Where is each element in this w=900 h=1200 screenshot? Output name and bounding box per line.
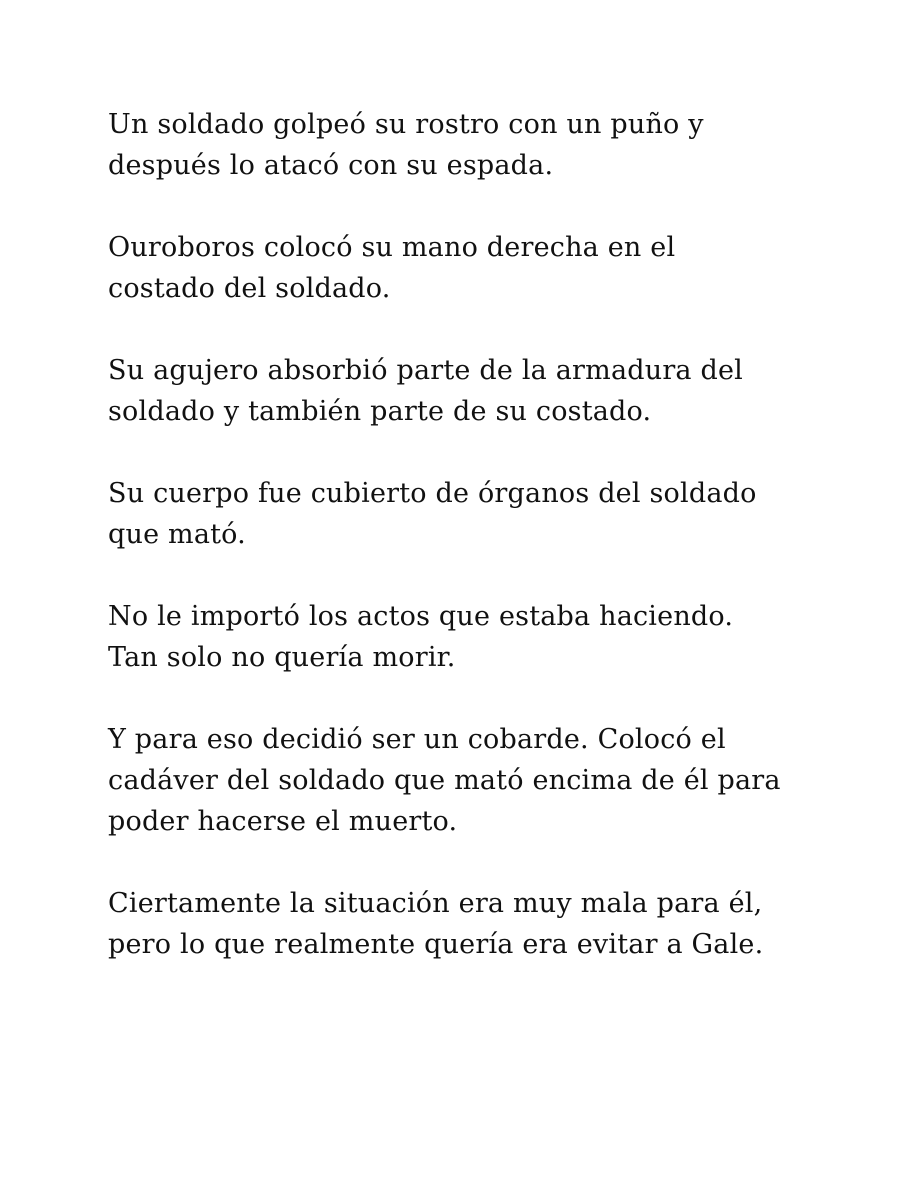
text-line: Y para eso decidió ser un cobarde. Colocó el: [108, 724, 726, 755]
text-line: Un soldado golpeó su rostro con un puño y: [108, 109, 704, 140]
paragraph-6: [108, 719, 808, 842]
text-line: después lo atacó con su espada.: [108, 150, 554, 181]
paragraph-4: [108, 473, 808, 555]
text-line: costado del soldado.: [108, 273, 391, 304]
text-line: No le importó los actos que estaba haciendo.: [108, 601, 734, 632]
text-line: que mató.: [108, 519, 246, 550]
paragraph-1: [108, 104, 808, 186]
paragraph-2: [108, 227, 808, 309]
text-line: Ciertamente la situación era muy mala para él,: [108, 888, 763, 919]
text-line: soldado y también parte de su costado.: [108, 396, 652, 427]
paragraph-7: [108, 883, 808, 965]
text-line: Tan solo no quería morir.: [108, 642, 456, 673]
text-line: poder hacerse el muerto.: [108, 806, 458, 837]
text-line: Ouroboros colocó su mano derecha en el: [108, 232, 676, 263]
text-line: pero lo que realmente quería era evitar a Gale.: [108, 929, 764, 960]
text-line: Su agujero absorbió parte de la armadura del: [108, 355, 744, 386]
document-page: [108, 104, 808, 1006]
text-line: cadáver del soldado que mató encima de él para: [108, 765, 781, 796]
text-line: Su cuerpo fue cubierto de órganos del soldado: [108, 478, 757, 509]
paragraph-5: [108, 596, 808, 678]
paragraph-3: [108, 350, 808, 432]
